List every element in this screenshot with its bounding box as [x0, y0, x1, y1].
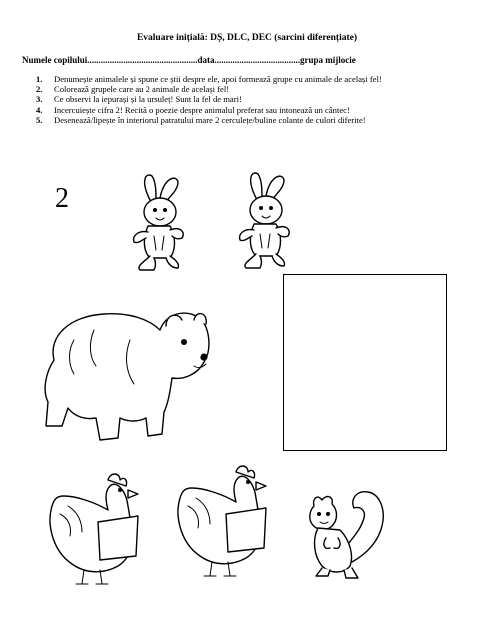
rabbit-icon [120, 170, 200, 275]
bear-icon [34, 300, 216, 445]
child-name-line: Numele copilului.................................................data......................................grupa mijlocie [22, 55, 356, 65]
worksheet-title: Evaluare inițială: DȘ, DLC, DEC (sarcini diferențiate) [136, 33, 358, 43]
digit-two[interactable]: 2 [55, 183, 69, 214]
hen-icon [170, 458, 288, 580]
task-item: 3. Ce observi la iepurași și la ursuleț! Sunt la fel de mari! [36, 94, 242, 105]
hen-icon [42, 466, 160, 588]
drawing-square[interactable] [283, 274, 447, 451]
squirrel-icon [304, 484, 400, 584]
rabbit-icon [226, 168, 306, 273]
task-item: 2. Colorează grupele care au 2 animale de același fel! [36, 84, 230, 95]
task-item: 4. Incercuiește cifra 2! Recită o poezie despre animalul preferat sau intonează un cântec! [36, 104, 350, 115]
task-list [36, 74, 382, 125]
task-item: 1. Denumește animalele și spune ce știi despre ele, apoi formează grupe cu animale de același fel! [36, 74, 382, 84]
task-item: 5. Desenează/lipește în interiorul patratului mare 2 cerculețe/buline colante de culori diferite! [36, 114, 366, 125]
